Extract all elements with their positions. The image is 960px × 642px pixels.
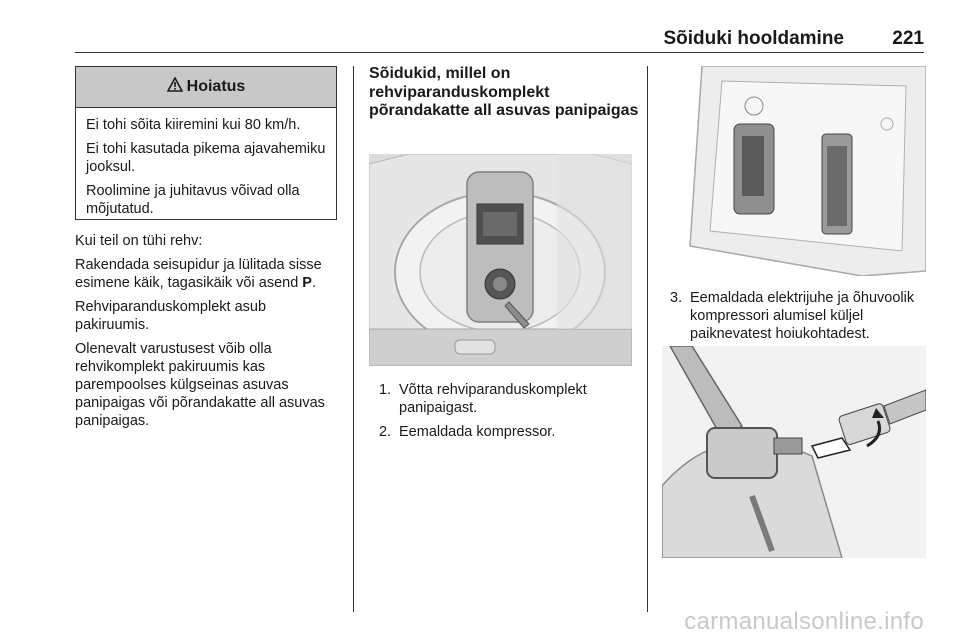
warning-paragraph: Ei tohi kasutada pikema ajavahemiku jooksul. (86, 141, 326, 175)
steps-list-2 (670, 289, 938, 349)
paragraph: Olenevalt varustusest võib olla rehvikomplekt pakiruumis kas parempoolses külgseinas asuvas panipaigas või põrandakatte all asuvas panipaigas. (75, 341, 325, 429)
watermark: carmanualsonline.info (684, 608, 924, 635)
list-item (379, 381, 637, 417)
page-number: 221 (892, 28, 924, 49)
list-item (379, 423, 637, 441)
paragraph: Rehviparanduskomplekt asub pakiruumis. (75, 299, 267, 333)
subsection-title: Sõidukid, millel on rehviparanduskomplekt põrandakatte all asuvas panipaigas (369, 65, 639, 119)
warning-triangle-icon (167, 77, 183, 97)
warning-header (76, 67, 336, 108)
step-text: Eemaldada elektrijuhe ja õhuvoolik kompressori alumisel küljel paiknevatest hoiukohtadest. (690, 290, 915, 342)
section-title: Sõiduki hooldamine (663, 28, 844, 49)
trunk-repair-kit-illustration (369, 154, 632, 366)
step-text: Eemaldada kompressor. (399, 424, 556, 440)
paragraph: Kui teil on tühi rehv: (75, 233, 203, 249)
warning-title: Hoiatus (186, 78, 246, 95)
compressor-tray-illustration (662, 66, 926, 276)
warning-paragraph: Roolimine ja juhitavus võivad olla mõjutatud. (86, 183, 300, 217)
steps-list-1 (379, 381, 637, 447)
column-1-text (75, 232, 337, 436)
paragraph-text: Rakendada seisupidur ja lülitada sisse esimene käik, tagasikäik või asend (75, 257, 322, 291)
gear-position-p: P (302, 275, 312, 291)
column-divider-1 (353, 66, 354, 612)
list-item (670, 289, 938, 343)
step-number: 3. (670, 290, 683, 306)
step-number: 2. (379, 424, 392, 440)
step-number: 1. (379, 382, 392, 398)
column-divider-2 (647, 66, 648, 612)
hose-detail-illustration (662, 346, 926, 558)
step-text: Võtta rehviparanduskomplekt panipaigast. (399, 382, 587, 416)
page-header (75, 28, 924, 53)
warning-paragraph: Ei tohi sõita kiiremini kui 80 km/h. (86, 117, 301, 133)
paragraph-end: . (311, 275, 316, 291)
warning-box (75, 66, 337, 220)
paragraph (75, 256, 337, 292)
